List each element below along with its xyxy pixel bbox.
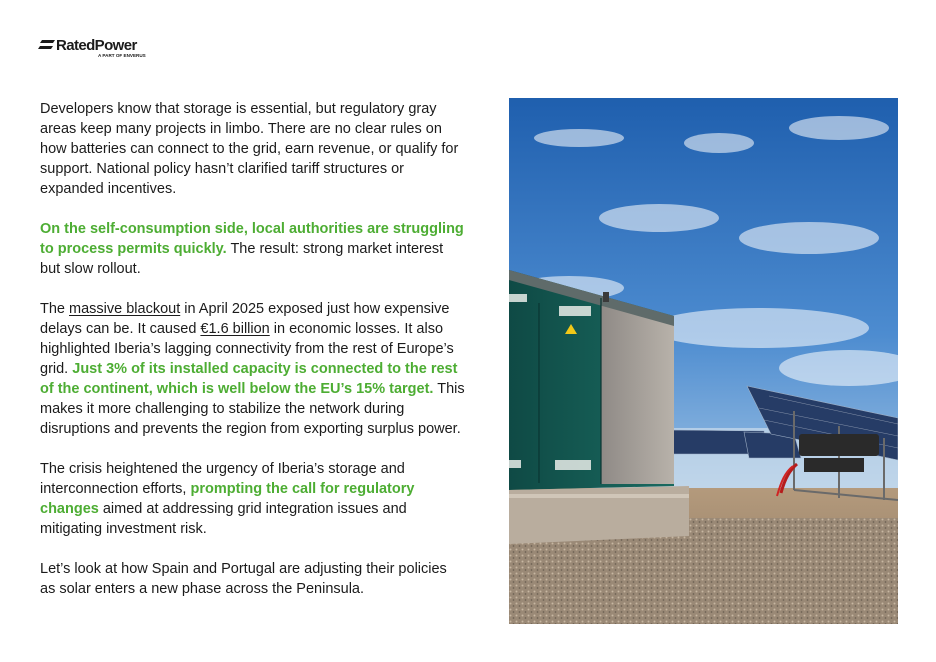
- paragraph-blackout: The massive blackout in April 2025 exposed just how expensive delays can be. It caused €1.6 billion in economic losses. It also highlighted Iberia’s lagging connectivity from the rest of Europe’s grid. Just 3% of its installed capacity is connected to the rest of the continent, which is well below the EU’s 15% target. This makes it more challenging to stabilize the network during disruptions and prevents the region from exporting surplus power.: [40, 301, 465, 437]
- highlight-text: On the self-consumption side, local authorities are struggling to process permits quickly.: [40, 221, 464, 257]
- photo-illustration: [509, 98, 898, 624]
- highlight-text: Just 3% of its installed capacity is connected to the rest of the continent, which is well below the EU’s 15% target.: [40, 361, 458, 397]
- blackout-link[interactable]: massive blackout: [69, 301, 181, 317]
- paragraph-storage: Developers know that storage is essential, but regulatory gray areas keep many projects in limbo. There are no clear rules on how batteries can connect to the grid, earn revenue, or qualify for support. National policy hasn’t clarified tariff structures or expanded incentives.: [40, 101, 459, 197]
- paragraph-self-consumption: On the self-consumption side, local authorities are struggling to process permits quickly. The result: strong market interest but slow rollout.: [40, 221, 464, 277]
- highlight-text: prompting the call for regulatory changes: [40, 481, 415, 517]
- logo-wordmark: RatedPower: [56, 37, 137, 54]
- paragraph-outlook: Let’s look at how Spain and Portugal are adjusting their policies as solar enters a new phase across the Peninsula.: [40, 561, 447, 597]
- logo-mark-icon: [38, 40, 56, 50]
- logo-tagline: A PART OF ENVERUS: [98, 53, 146, 58]
- storage-site-photo: [509, 98, 898, 624]
- article-body: [40, 99, 465, 619]
- paragraph-crisis: The crisis heightened the urgency of Iberia’s storage and interconnection efforts, prompting the call for regulatory changes aimed at addressing grid integration issues and mitigating investment risk.: [40, 461, 415, 537]
- losses-link[interactable]: €1.6 billion: [200, 321, 270, 337]
